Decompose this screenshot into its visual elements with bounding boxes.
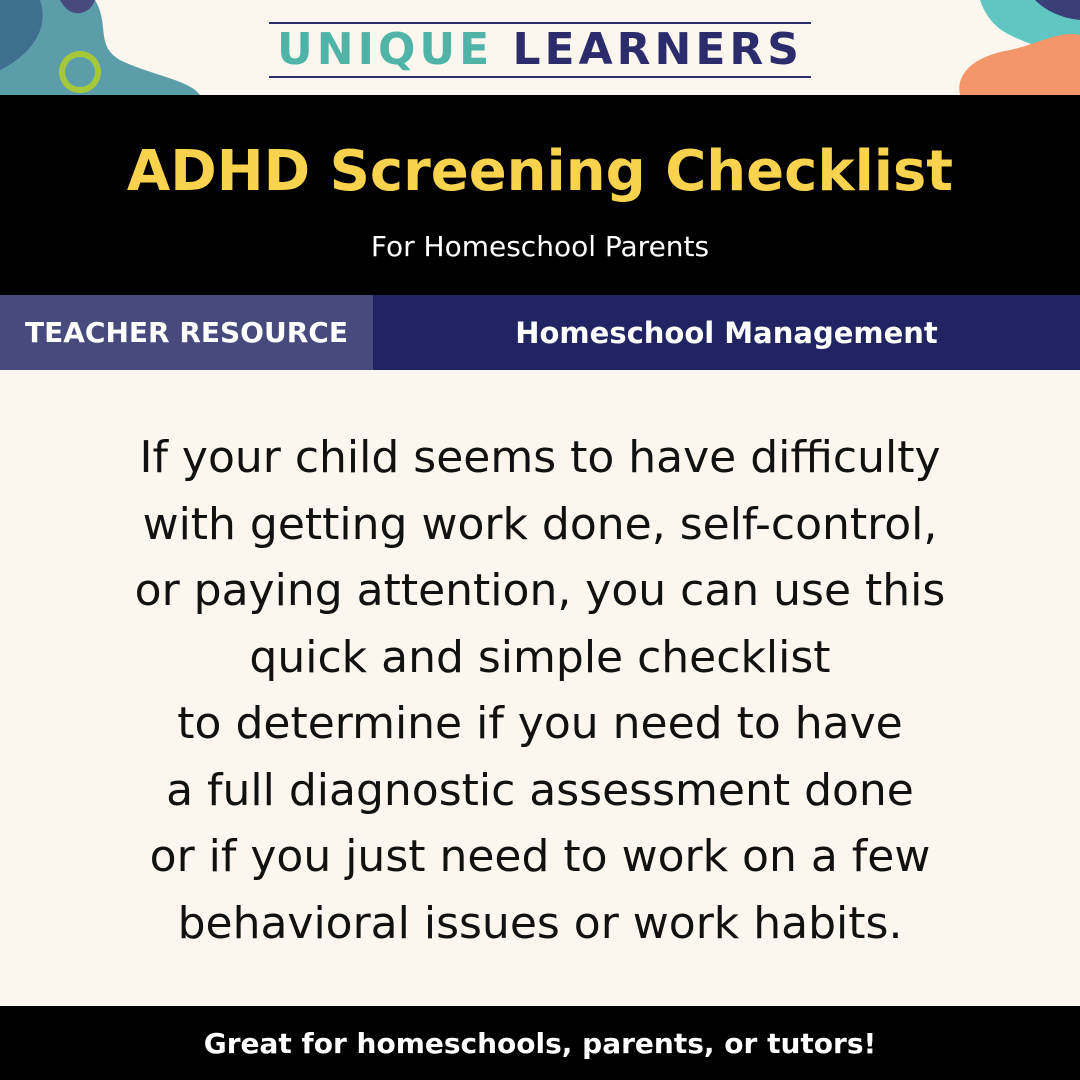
page-title: ADHD Screening Checklist [126, 139, 954, 204]
footer-banner: Great for homeschools, parents, or tutors! [0, 1006, 1080, 1080]
topic-tag: Homeschool Management [373, 295, 1080, 370]
category-tag: TEACHER RESOURCE [0, 295, 373, 370]
page-subtitle: For Homeschool Parents [370, 230, 710, 263]
tag-row [0, 295, 1080, 370]
description-line: quick and simple checklist [249, 631, 831, 683]
description-line: to determine if you need to have [177, 698, 903, 749]
description-line: If your child seems to have difficulty [139, 432, 941, 483]
description-line: or if you just need to work on a few [149, 831, 931, 882]
top-banner [0, 0, 1080, 95]
description-line: or paying attention, you can use this [134, 565, 946, 616]
description-text [80, 425, 1000, 957]
brand-logo [0, 22, 1080, 78]
title-section [0, 95, 1080, 295]
decorative-blob-right [940, 0, 1080, 95]
description-line: behavioral issues or work habits. [177, 897, 903, 949]
description-line: a full diagnostic assessment done [166, 764, 914, 816]
description-line: with getting work done, self-control, [142, 498, 938, 550]
logo-wordmark: UNIQUE LEARNERS [269, 22, 811, 78]
